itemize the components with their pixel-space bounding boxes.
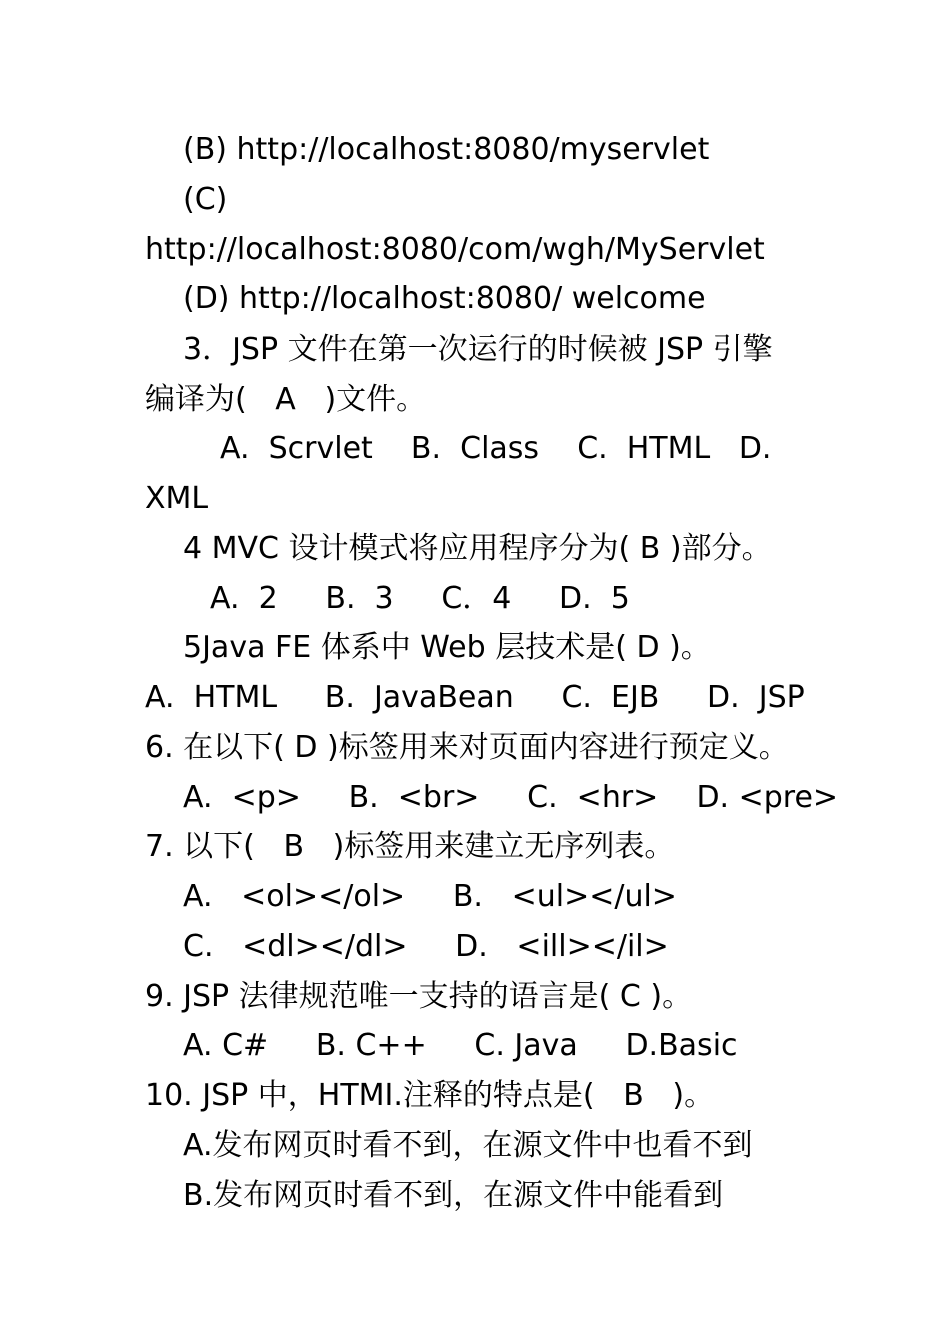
question-4-options: A. 2 B. 3 C．4 D. 5 xyxy=(210,581,630,616)
question-5: 5Java FE 体系中 Web 层技术是( D )。 xyxy=(183,630,711,665)
question-7: 7. 以下( B )标签用来建立无序列表。 xyxy=(145,829,675,864)
question-10: 10. JSP 中，HTMI.注释的特点是( B )。 xyxy=(145,1078,715,1113)
question-9-options: A. C# B. C++ C. Java D.Basic xyxy=(183,1028,738,1063)
question-6-options: A. <p> B. <br> C. <hr> D. <pre> xyxy=(183,780,839,815)
option-c-label: (C) xyxy=(183,182,228,217)
question-7-options-cd: C. <dl></dl> D. <ill></il> xyxy=(183,929,669,964)
question-5-options: A. HTML B. JavaBean C. EJB D. JSP xyxy=(145,680,805,715)
question-10-option-a: A.发布网页时看不到，在源文件中也看不到 xyxy=(183,1128,753,1163)
option-b-line: (B) http://localhost:8080/myservlet xyxy=(183,132,710,167)
question-3: 3．JSP 文件在第一次运行的时候被 JSP 引擎 xyxy=(183,332,773,367)
question-7-options-ab: A. <ol></ol> B. <ul></ul> xyxy=(183,879,677,914)
question-10-option-b: B.发布网页时看不到，在源文件中能看到 xyxy=(183,1178,724,1213)
question-3-options-cont: XML xyxy=(145,481,209,516)
question-4: 4 MVC 设计模式将应用程序分为( B )部分。 xyxy=(183,531,772,566)
question-9: 9. JSP 法律规范唯一支持的语言是( C )。 xyxy=(145,979,693,1014)
option-d-line: (D) http://localhost:8080/ welcome xyxy=(183,281,706,316)
question-3-options: A. Scrvlet B. Class C. HTML D. xyxy=(220,431,772,466)
option-c-url: http://localhost:8080/com/wgh/MyServlet xyxy=(145,232,765,267)
question-6: 6. 在以下( D )标签用来对页面内容进行预定义。 xyxy=(145,730,789,765)
question-3-cont: 编译为( A )文件。 xyxy=(145,382,427,417)
